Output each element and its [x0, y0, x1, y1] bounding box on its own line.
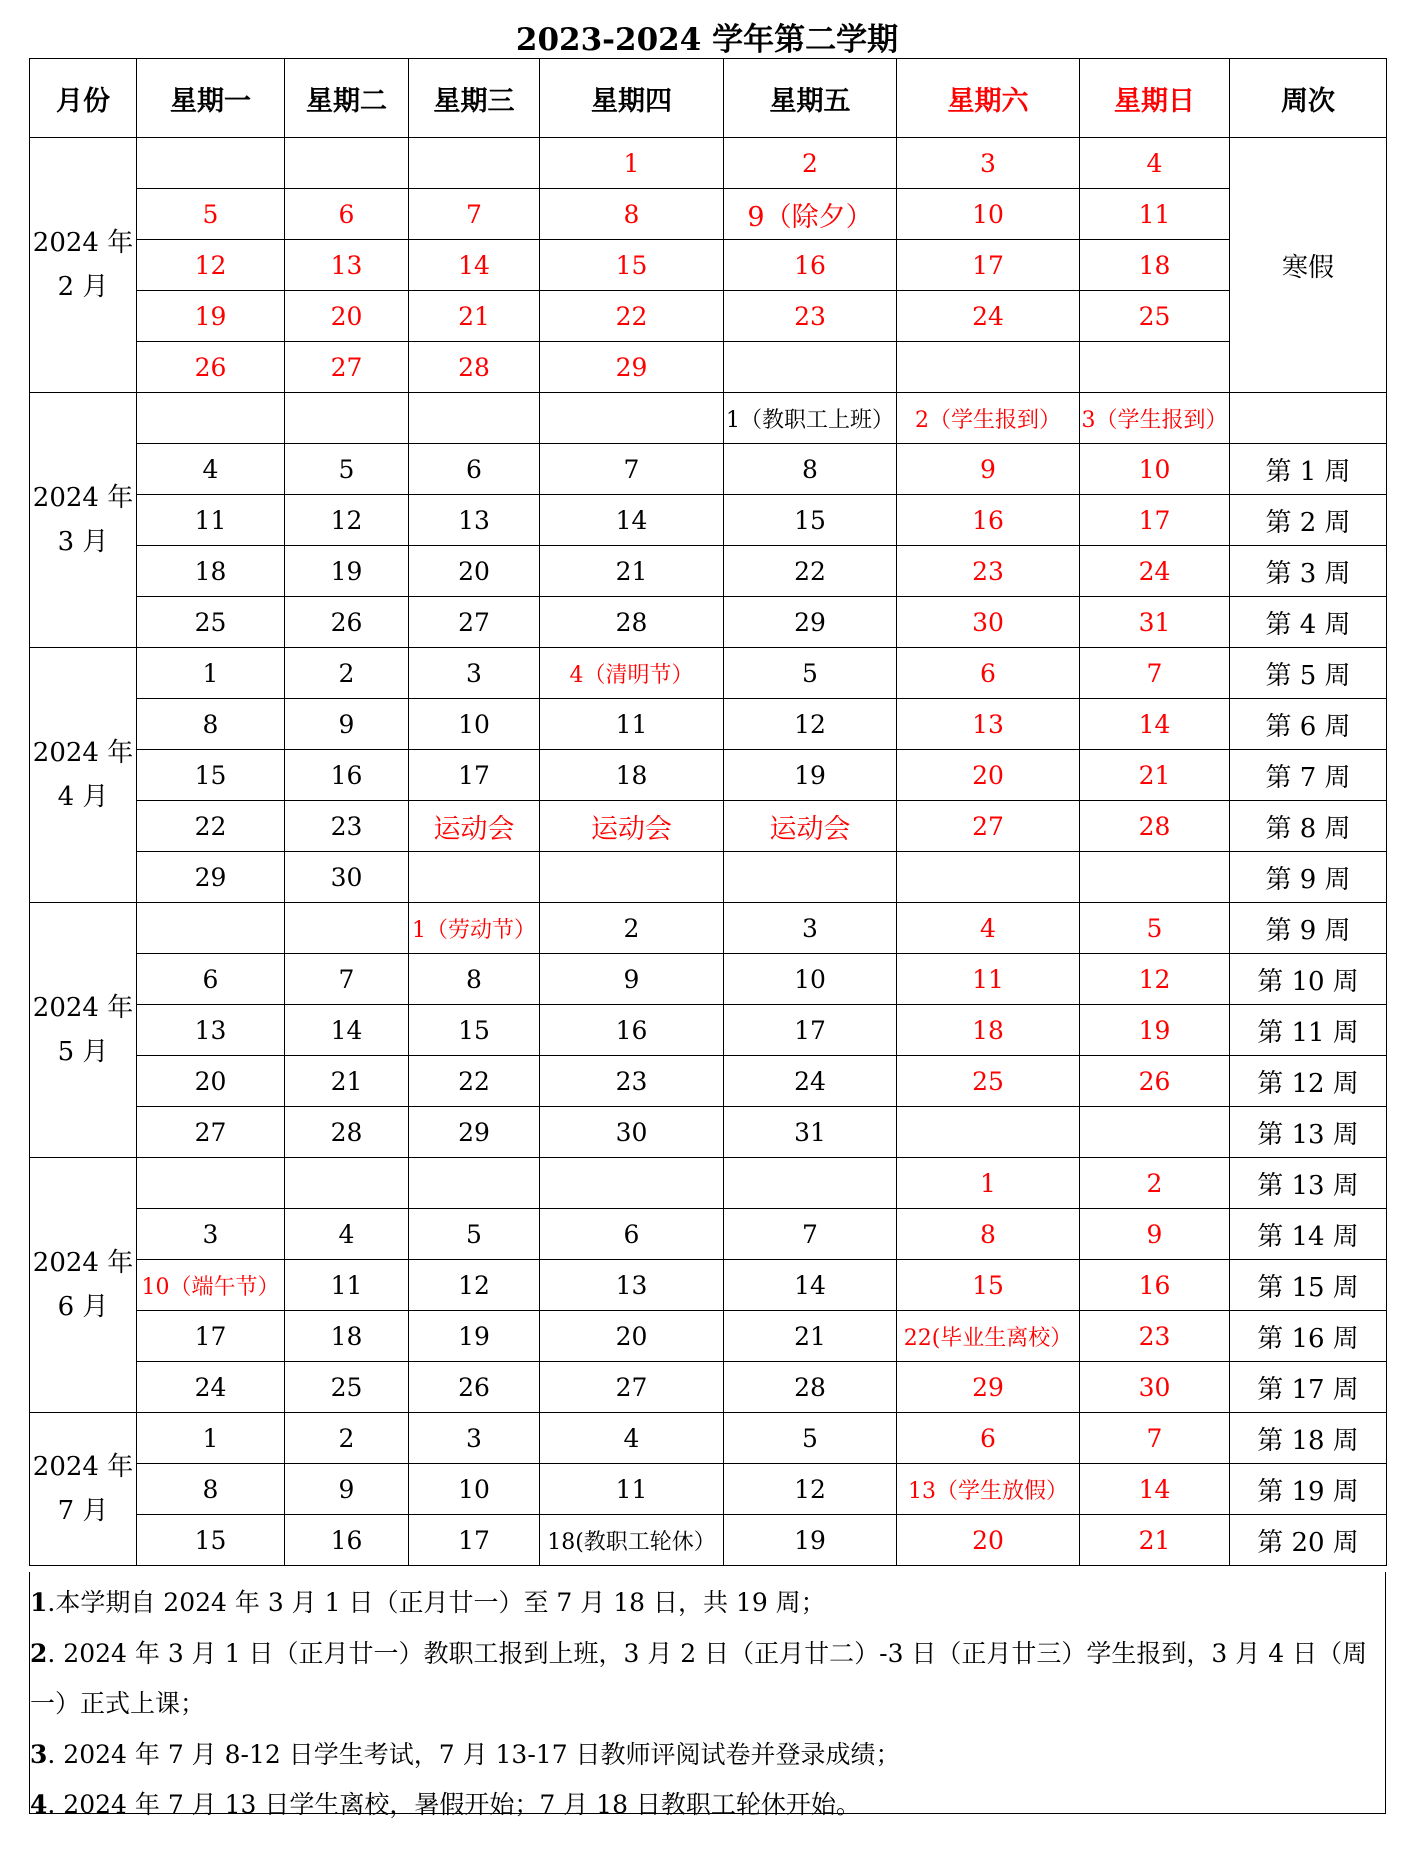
- day-cell-thu: [540, 393, 724, 444]
- day-cell-sat: 17: [897, 240, 1080, 291]
- day-cell-sat: 24: [897, 291, 1080, 342]
- week-row: [30, 1260, 1387, 1311]
- day-cell-fri: [724, 1158, 897, 1209]
- day-cell-sat: 18: [897, 1005, 1080, 1056]
- day-cell-wed: 28: [409, 342, 540, 393]
- day-cell-sat: 9: [897, 444, 1080, 495]
- day-cell-tue: [285, 903, 409, 954]
- day-cell-wed: 26: [409, 1362, 540, 1413]
- note-item: [30, 1780, 1381, 1831]
- month-label: 2024 年 6 月: [30, 1158, 137, 1413]
- day-cell-mon: 6: [137, 954, 285, 1005]
- header-thursday: 星期四: [540, 59, 724, 138]
- day-cell-tue: 7: [285, 954, 409, 1005]
- note-text: .本学期自 2024 年 3 月 1 日（正月廿一）至 7 月 18 日，共 19 周；: [47, 1588, 826, 1617]
- day-cell-mon: 27: [137, 1107, 285, 1158]
- day-cell-sat: 16: [897, 495, 1080, 546]
- day-cell-mon: 5: [137, 189, 285, 240]
- week-row: [30, 1413, 1387, 1464]
- week-number-cell: 第 15 周: [1230, 1260, 1387, 1311]
- day-cell-thu: 2: [540, 903, 724, 954]
- week-number-cell: 第 8 周: [1230, 801, 1387, 852]
- week-number-cell: 第 10 周: [1230, 954, 1387, 1005]
- day-cell-fri: 15: [724, 495, 897, 546]
- day-cell-mon: 10（端午节）: [137, 1260, 285, 1311]
- day-cell-fri: 23: [724, 291, 897, 342]
- day-cell-tue: [285, 393, 409, 444]
- day-cell-wed: 21: [409, 291, 540, 342]
- day-cell-wed: 10: [409, 699, 540, 750]
- day-cell-tue: 28: [285, 1107, 409, 1158]
- day-cell-tue: 6: [285, 189, 409, 240]
- day-cell-thu: 7: [540, 444, 724, 495]
- day-cell-sun: 23: [1080, 1311, 1230, 1362]
- day-cell-tue: 14: [285, 1005, 409, 1056]
- day-cell-thu: 27: [540, 1362, 724, 1413]
- day-cell-fri: 22: [724, 546, 897, 597]
- week-row: [30, 342, 1387, 393]
- week-row: [30, 546, 1387, 597]
- week-row: [30, 189, 1387, 240]
- day-cell-sun: 18: [1080, 240, 1230, 291]
- day-cell-tue: 25: [285, 1362, 409, 1413]
- day-cell-thu: 16: [540, 1005, 724, 1056]
- day-cell-mon: 22: [137, 801, 285, 852]
- day-cell-thu: 29: [540, 342, 724, 393]
- week-row: [30, 393, 1387, 444]
- day-cell-fri: 7: [724, 1209, 897, 1260]
- week-number-cell: 第 5 周: [1230, 648, 1387, 699]
- day-cell-sun: 19: [1080, 1005, 1230, 1056]
- week-number-cell: 第 9 周: [1230, 903, 1387, 954]
- week-row: [30, 954, 1387, 1005]
- day-cell-tue: 23: [285, 801, 409, 852]
- day-cell-sun: 14: [1080, 1464, 1230, 1515]
- week-row: [30, 1107, 1387, 1158]
- day-cell-wed: [409, 1158, 540, 1209]
- day-cell-mon: 17: [137, 1311, 285, 1362]
- day-cell-wed: 19: [409, 1311, 540, 1362]
- day-cell-tue: 5: [285, 444, 409, 495]
- week-row: [30, 1158, 1387, 1209]
- week-number-cell: [1230, 393, 1387, 444]
- day-cell-mon: 26: [137, 342, 285, 393]
- day-cell-sat: 29: [897, 1362, 1080, 1413]
- day-cell-wed: 6: [409, 444, 540, 495]
- day-cell-thu: 30: [540, 1107, 724, 1158]
- week-number-cell: 第 14 周: [1230, 1209, 1387, 1260]
- header-week-number: 周次: [1230, 59, 1387, 138]
- day-cell-fri: 9（除夕）: [724, 189, 897, 240]
- day-cell-sat: 15: [897, 1260, 1080, 1311]
- day-cell-fri: 10: [724, 954, 897, 1005]
- day-cell-sun: 7: [1080, 1413, 1230, 1464]
- day-cell-wed: 3: [409, 648, 540, 699]
- day-cell-mon: 18: [137, 546, 285, 597]
- day-cell-sat: 3: [897, 138, 1080, 189]
- week-number-cell: 第 20 周: [1230, 1515, 1387, 1566]
- day-cell-tue: 21: [285, 1056, 409, 1107]
- day-cell-wed: 22: [409, 1056, 540, 1107]
- day-cell-sat: 8: [897, 1209, 1080, 1260]
- day-cell-mon: 24: [137, 1362, 285, 1413]
- day-cell-mon: 13: [137, 1005, 285, 1056]
- day-cell-wed: 1（劳动节）: [409, 903, 540, 954]
- week-number-cell: 第 19 周: [1230, 1464, 1387, 1515]
- month-label: 2024 年 5 月: [30, 903, 137, 1158]
- day-cell-sat: 6: [897, 648, 1080, 699]
- note-number: 4: [30, 1790, 48, 1819]
- day-cell-tue: 4: [285, 1209, 409, 1260]
- day-cell-mon: 20: [137, 1056, 285, 1107]
- day-cell-sun: [1080, 852, 1230, 903]
- day-cell-fri: 12: [724, 699, 897, 750]
- day-cell-sun: [1080, 1107, 1230, 1158]
- day-cell-sun: 2: [1080, 1158, 1230, 1209]
- day-cell-sat: 25: [897, 1056, 1080, 1107]
- day-cell-fri: 14: [724, 1260, 897, 1311]
- week-row: [30, 597, 1387, 648]
- week-row: [30, 648, 1387, 699]
- week-number-cell: 第 13 周: [1230, 1107, 1387, 1158]
- day-cell-fri: 31: [724, 1107, 897, 1158]
- week-row: [30, 1311, 1387, 1362]
- day-cell-sun: 16: [1080, 1260, 1230, 1311]
- day-cell-tue: 26: [285, 597, 409, 648]
- day-cell-sat: 30: [897, 597, 1080, 648]
- day-cell-thu: 9: [540, 954, 724, 1005]
- day-cell-tue: 19: [285, 546, 409, 597]
- semester-calendar-table: [29, 58, 1387, 1566]
- day-cell-fri: 2: [724, 138, 897, 189]
- week-row: [30, 750, 1387, 801]
- day-cell-tue: 20: [285, 291, 409, 342]
- month-label: 2024 年 3 月: [30, 393, 137, 648]
- day-cell-fri: 1（教职工上班）: [724, 393, 897, 444]
- note-number: 3: [30, 1739, 48, 1769]
- day-cell-fri: 12: [724, 1464, 897, 1515]
- day-cell-mon: 8: [137, 1464, 285, 1515]
- week-row: [30, 1209, 1387, 1260]
- day-cell-wed: 3: [409, 1413, 540, 1464]
- day-cell-sat: 10: [897, 189, 1080, 240]
- note-number: 1: [30, 1588, 48, 1617]
- day-cell-sat: 6: [897, 1413, 1080, 1464]
- note-text: . 2024 年 7 月 13 日学生离校，暑假开始；7 月 18 日教职工轮休开始。: [47, 1790, 861, 1819]
- header-row: [30, 59, 1387, 138]
- day-cell-fri: 28: [724, 1362, 897, 1413]
- day-cell-tue: [285, 138, 409, 189]
- page-title: 2023-2024 学年第二学期: [515, 22, 899, 58]
- week-number-cell: 第 9 周: [1230, 852, 1387, 903]
- day-cell-sat: 13（学生放假）: [897, 1464, 1080, 1515]
- day-cell-thu: [540, 1158, 724, 1209]
- header-friday: 星期五: [724, 59, 897, 138]
- day-cell-thu: 4: [540, 1413, 724, 1464]
- day-cell-wed: 29: [409, 1107, 540, 1158]
- day-cell-wed: 14: [409, 240, 540, 291]
- header-monday: 星期一: [137, 59, 285, 138]
- day-cell-fri: 24: [724, 1056, 897, 1107]
- day-cell-sun: 7: [1080, 648, 1230, 699]
- day-cell-mon: 11: [137, 495, 285, 546]
- day-cell-mon: 8: [137, 699, 285, 750]
- day-cell-thu: 13: [540, 1260, 724, 1311]
- day-cell-mon: 15: [137, 1515, 285, 1566]
- day-cell-tue: 16: [285, 1515, 409, 1566]
- day-cell-sun: 28: [1080, 801, 1230, 852]
- day-cell-wed: 5: [409, 1209, 540, 1260]
- day-cell-sun: 17: [1080, 495, 1230, 546]
- week-row: [30, 495, 1387, 546]
- day-cell-wed: 15: [409, 1005, 540, 1056]
- day-cell-wed: [409, 393, 540, 444]
- winter-break-label: 寒假: [1230, 138, 1387, 393]
- day-cell-sun: 5: [1080, 903, 1230, 954]
- day-cell-fri: 运动会: [724, 801, 897, 852]
- day-cell-fri: [724, 342, 897, 393]
- day-cell-fri: 3: [724, 903, 897, 954]
- day-cell-thu: 14: [540, 495, 724, 546]
- day-cell-tue: 18: [285, 1311, 409, 1362]
- day-cell-sat: 27: [897, 801, 1080, 852]
- day-cell-thu: 23: [540, 1056, 724, 1107]
- day-cell-mon: 25: [137, 597, 285, 648]
- header-month: 月份: [30, 59, 137, 138]
- day-cell-sun: 30: [1080, 1362, 1230, 1413]
- month-label: 2024 年 7 月: [30, 1413, 137, 1566]
- day-cell-tue: 2: [285, 648, 409, 699]
- day-cell-thu: 8: [540, 189, 724, 240]
- week-number-cell: 第 7 周: [1230, 750, 1387, 801]
- day-cell-sun: 31: [1080, 597, 1230, 648]
- day-cell-sat: 13: [897, 699, 1080, 750]
- day-cell-tue: 30: [285, 852, 409, 903]
- day-cell-sat: 2（学生报到）: [897, 393, 1080, 444]
- day-cell-thu: [540, 852, 724, 903]
- week-row: [30, 1056, 1387, 1107]
- day-cell-wed: 20: [409, 546, 540, 597]
- week-row: [30, 699, 1387, 750]
- day-cell-thu: 18: [540, 750, 724, 801]
- week-number-cell: 第 12 周: [1230, 1056, 1387, 1107]
- day-cell-wed: 12: [409, 1260, 540, 1311]
- day-cell-thu: 18(教职工轮休）: [540, 1515, 724, 1566]
- day-cell-thu: 15: [540, 240, 724, 291]
- week-number-cell: 第 1 周: [1230, 444, 1387, 495]
- header-sunday: 星期日: [1080, 59, 1230, 138]
- week-number-cell: 第 3 周: [1230, 546, 1387, 597]
- day-cell-wed: 8: [409, 954, 540, 1005]
- note-item: [30, 1629, 1381, 1730]
- day-cell-sat: 20: [897, 1515, 1080, 1566]
- day-cell-sat: 1: [897, 1158, 1080, 1209]
- day-cell-fri: 17: [724, 1005, 897, 1056]
- day-cell-fri: 19: [724, 750, 897, 801]
- header-saturday: 星期六: [897, 59, 1080, 138]
- day-cell-mon: 29: [137, 852, 285, 903]
- note-item: [30, 1578, 1381, 1629]
- day-cell-sun: 24: [1080, 546, 1230, 597]
- day-cell-sun: 10: [1080, 444, 1230, 495]
- day-cell-thu: 6: [540, 1209, 724, 1260]
- day-cell-tue: 9: [285, 699, 409, 750]
- day-cell-sun: 21: [1080, 1515, 1230, 1566]
- day-cell-thu: 21: [540, 546, 724, 597]
- day-cell-wed: 10: [409, 1464, 540, 1515]
- week-number-cell: 第 17 周: [1230, 1362, 1387, 1413]
- week-number-cell: 第 11 周: [1230, 1005, 1387, 1056]
- day-cell-fri: 19: [724, 1515, 897, 1566]
- day-cell-mon: [137, 393, 285, 444]
- note-text: . 2024 年 7 月 8-12 日学生考试，7 月 13-17 日教师评阅试卷并登录成绩；: [47, 1739, 901, 1769]
- day-cell-sun: 14: [1080, 699, 1230, 750]
- day-cell-thu: 4（清明节）: [540, 648, 724, 699]
- header-wednesday: 星期三: [409, 59, 540, 138]
- day-cell-sat: 4: [897, 903, 1080, 954]
- week-number-cell: 第 6 周: [1230, 699, 1387, 750]
- week-number-cell: 第 18 周: [1230, 1413, 1387, 1464]
- day-cell-mon: [137, 903, 285, 954]
- day-cell-sat: 20: [897, 750, 1080, 801]
- day-cell-fri: 29: [724, 597, 897, 648]
- week-row: [30, 291, 1387, 342]
- day-cell-fri: 16: [724, 240, 897, 291]
- day-cell-sun: 26: [1080, 1056, 1230, 1107]
- week-number-cell: 第 2 周: [1230, 495, 1387, 546]
- day-cell-wed: 17: [409, 750, 540, 801]
- day-cell-mon: 19: [137, 291, 285, 342]
- week-row: [30, 1362, 1387, 1413]
- day-cell-sun: [1080, 342, 1230, 393]
- day-cell-sat: [897, 342, 1080, 393]
- day-cell-tue: 11: [285, 1260, 409, 1311]
- day-cell-fri: 8: [724, 444, 897, 495]
- note-item: [30, 1730, 1381, 1781]
- day-cell-thu: 28: [540, 597, 724, 648]
- week-number-cell: 第 4 周: [1230, 597, 1387, 648]
- week-number-cell: 第 13 周: [1230, 1158, 1387, 1209]
- day-cell-wed: [409, 138, 540, 189]
- month-label: 2024 年 4 月: [30, 648, 137, 903]
- day-cell-sun: 25: [1080, 291, 1230, 342]
- day-cell-mon: 3: [137, 1209, 285, 1260]
- day-cell-tue: [285, 1158, 409, 1209]
- day-cell-thu: 22: [540, 291, 724, 342]
- day-cell-mon: 15: [137, 750, 285, 801]
- day-cell-wed: [409, 852, 540, 903]
- day-cell-mon: [137, 138, 285, 189]
- notes-section: [29, 1572, 1386, 1819]
- day-cell-tue: 13: [285, 240, 409, 291]
- day-cell-thu: 11: [540, 699, 724, 750]
- week-row: [30, 138, 1387, 189]
- day-cell-wed: 13: [409, 495, 540, 546]
- day-cell-sun: 9: [1080, 1209, 1230, 1260]
- day-cell-sun: 12: [1080, 954, 1230, 1005]
- day-cell-tue: 12: [285, 495, 409, 546]
- header-tuesday: 星期二: [285, 59, 409, 138]
- day-cell-mon: 1: [137, 648, 285, 699]
- day-cell-wed: 运动会: [409, 801, 540, 852]
- week-row: [30, 801, 1387, 852]
- day-cell-thu: 11: [540, 1464, 724, 1515]
- day-cell-sun: 11: [1080, 189, 1230, 240]
- day-cell-tue: 2: [285, 1413, 409, 1464]
- day-cell-sat: [897, 852, 1080, 903]
- week-row: [30, 903, 1387, 954]
- month-label: 2024 年 2 月: [30, 138, 137, 393]
- day-cell-wed: 27: [409, 597, 540, 648]
- day-cell-mon: 4: [137, 444, 285, 495]
- day-cell-fri: 21: [724, 1311, 897, 1362]
- day-cell-mon: 12: [137, 240, 285, 291]
- day-cell-sat: [897, 1107, 1080, 1158]
- day-cell-sun: 4: [1080, 138, 1230, 189]
- day-cell-sat: 22(毕业生离校）: [897, 1311, 1080, 1362]
- day-cell-mon: [137, 1158, 285, 1209]
- day-cell-mon: 1: [137, 1413, 285, 1464]
- day-cell-sat: 11: [897, 954, 1080, 1005]
- day-cell-thu: 运动会: [540, 801, 724, 852]
- day-cell-sat: 23: [897, 546, 1080, 597]
- note-number: 2: [30, 1638, 48, 1668]
- day-cell-wed: 7: [409, 189, 540, 240]
- week-row: [30, 444, 1387, 495]
- day-cell-sun: 3（学生报到）: [1080, 393, 1230, 444]
- calendar-body: [30, 138, 1387, 1566]
- day-cell-fri: 5: [724, 648, 897, 699]
- week-row: [30, 1515, 1387, 1566]
- week-row: [30, 1005, 1387, 1056]
- day-cell-fri: [724, 852, 897, 903]
- week-row: [30, 240, 1387, 291]
- week-number-cell: 第 16 周: [1230, 1311, 1387, 1362]
- day-cell-tue: 9: [285, 1464, 409, 1515]
- day-cell-tue: 27: [285, 342, 409, 393]
- day-cell-thu: 20: [540, 1311, 724, 1362]
- day-cell-thu: 1: [540, 138, 724, 189]
- day-cell-tue: 16: [285, 750, 409, 801]
- day-cell-wed: 17: [409, 1515, 540, 1566]
- day-cell-fri: 5: [724, 1413, 897, 1464]
- note-text: . 2024 年 3 月 1 日（正月廿一）教职工报到上班，3 月 2 日（正月廿二）-3 日（正月廿三）学生报到，3 月 4 日（周一）正式上课；: [30, 1638, 1368, 1718]
- week-row: [30, 1464, 1387, 1515]
- day-cell-sun: 21: [1080, 750, 1230, 801]
- week-row: [30, 852, 1387, 903]
